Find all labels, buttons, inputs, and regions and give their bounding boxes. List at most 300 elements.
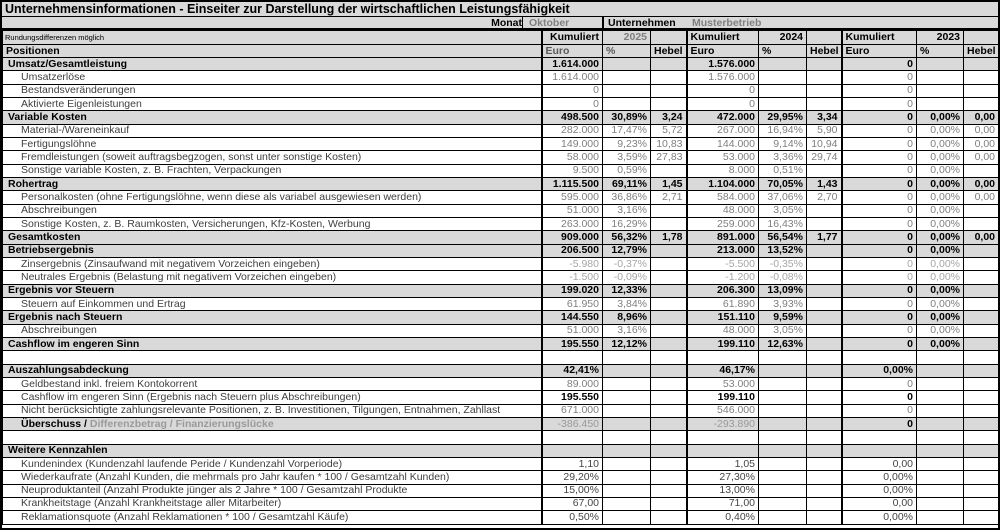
- cell-hebel2[interactable]: [807, 417, 842, 430]
- cell-hebel1[interactable]: [651, 217, 687, 230]
- row-label-cell[interactable]: Weitere Kennzahlen: [3, 444, 542, 457]
- monat-value-cell[interactable]: Oktober: [522, 17, 602, 28]
- cell-hebel2[interactable]: [807, 97, 842, 110]
- cell-euro2[interactable]: 8.000: [687, 164, 759, 177]
- cell-euro3[interactable]: 0,00: [842, 457, 917, 470]
- cell-pct3[interactable]: 0,00%: [917, 217, 964, 230]
- row-label-cell[interactable]: Gesamtkosten: [3, 231, 542, 244]
- cell-pct1[interactable]: 3,59%: [603, 151, 651, 164]
- cell-euro3[interactable]: 0: [842, 311, 917, 324]
- cell-hebel3[interactable]: [964, 351, 999, 364]
- cell-hebel2[interactable]: 1,77: [807, 231, 842, 244]
- cell-pct2[interactable]: [759, 404, 807, 417]
- cell-hebel3[interactable]: [964, 71, 999, 84]
- cell-hebel2[interactable]: [807, 271, 842, 284]
- cell-hebel1[interactable]: [651, 97, 687, 110]
- cell-pct1[interactable]: [603, 471, 651, 484]
- cell-euro1[interactable]: 29,20%: [542, 471, 603, 484]
- cell-pct2[interactable]: 12,63%: [759, 337, 807, 350]
- cell-hebel3[interactable]: [964, 204, 999, 217]
- cell-hebel1[interactable]: [651, 417, 687, 430]
- cell-euro3[interactable]: 0: [842, 97, 917, 110]
- cell-hebel2[interactable]: [807, 257, 842, 270]
- cell-euro1[interactable]: 149.000: [542, 137, 603, 150]
- cell-pct3[interactable]: 0,00%: [917, 297, 964, 310]
- cell-pct3[interactable]: 0,00%: [917, 284, 964, 297]
- cell-hebel2[interactable]: 1,43: [807, 177, 842, 190]
- cell-pct2[interactable]: [759, 97, 807, 110]
- row-label-cell[interactable]: Geldbestand inkl. freiem Kontokorrent: [3, 377, 542, 390]
- cell-hebel3[interactable]: [964, 457, 999, 470]
- cell-pct3[interactable]: 0,00%: [917, 311, 964, 324]
- cell-hebel3[interactable]: [964, 164, 999, 177]
- cell-euro1[interactable]: 199.020: [542, 284, 603, 297]
- cell-pct3[interactable]: [917, 457, 964, 470]
- cell-hebel1[interactable]: [651, 444, 687, 457]
- row-label-cell[interactable]: Krankheitstage (Anzahl Krankheitstage aller Mitarbeiter): [3, 497, 542, 510]
- cell-euro3[interactable]: 0: [842, 217, 917, 230]
- cell-pct3[interactable]: [917, 471, 964, 484]
- cell-euro2[interactable]: 61.890: [687, 297, 759, 310]
- cell-hebel1[interactable]: [651, 257, 687, 270]
- cell-euro3[interactable]: 0: [842, 324, 917, 337]
- cell-hebel1[interactable]: [651, 311, 687, 324]
- cell-hebel1[interactable]: 3,24: [651, 111, 687, 124]
- row-label-cell[interactable]: Personalkosten (ohne Fertigungslöhne, wenn diese als variabel ausgewiesen werden): [3, 191, 542, 204]
- cell-pct2[interactable]: [759, 377, 807, 390]
- cell-pct1[interactable]: [603, 84, 651, 97]
- cell-pct2[interactable]: [759, 431, 807, 444]
- cell-hebel2[interactable]: [807, 471, 842, 484]
- cell-hebel2[interactable]: [807, 391, 842, 404]
- cell-euro2[interactable]: 0,40%: [687, 511, 759, 525]
- cell-pct1[interactable]: [603, 71, 651, 84]
- cell-hebel2[interactable]: [807, 164, 842, 177]
- cell-euro1[interactable]: 51.000: [542, 324, 603, 337]
- cell-hebel1[interactable]: [651, 58, 687, 71]
- cell-pct1[interactable]: 69,11%: [603, 177, 651, 190]
- row-label-cell[interactable]: Material-/Wareneinkauf: [3, 124, 542, 137]
- cell-pct3[interactable]: [917, 364, 964, 377]
- cell-pct2[interactable]: [759, 391, 807, 404]
- cell-pct2[interactable]: [759, 417, 807, 430]
- cell-pct2[interactable]: 13,52%: [759, 244, 807, 257]
- cell-euro3[interactable]: 0: [842, 284, 917, 297]
- cell-pct1[interactable]: 0,59%: [603, 164, 651, 177]
- cell-euro1[interactable]: 263.000: [542, 217, 603, 230]
- cell-hebel1[interactable]: 27,83: [651, 151, 687, 164]
- row-label-cell[interactable]: Ergebnis vor Steuern: [3, 284, 542, 297]
- cell-pct1[interactable]: -0,37%: [603, 257, 651, 270]
- cell-pct3[interactable]: 0,00%: [917, 164, 964, 177]
- cell-hebel3[interactable]: [964, 271, 999, 284]
- cell-hebel1[interactable]: [651, 164, 687, 177]
- cell-euro1[interactable]: 9.500: [542, 164, 603, 177]
- cell-pct2[interactable]: 3,36%: [759, 151, 807, 164]
- cell-hebel1[interactable]: [651, 84, 687, 97]
- cell-hebel3[interactable]: 0,00: [964, 177, 999, 190]
- cell-pct1[interactable]: [603, 497, 651, 510]
- cell-euro2[interactable]: 206.300: [687, 284, 759, 297]
- cell-pct2[interactable]: 9,14%: [759, 137, 807, 150]
- row-label-cell[interactable]: Kundenindex (Kundenzahl laufende Peride / Kundenzahl Vorperiode): [3, 457, 542, 470]
- cell-hebel3[interactable]: 0,00: [964, 191, 999, 204]
- cell-pct2[interactable]: [759, 364, 807, 377]
- cell-euro2[interactable]: [687, 444, 759, 457]
- cell-euro2[interactable]: 53.000: [687, 377, 759, 390]
- cell-euro3[interactable]: 0,00%: [842, 484, 917, 497]
- cell-hebel3[interactable]: [964, 417, 999, 430]
- cell-euro1[interactable]: [542, 351, 603, 364]
- cell-pct3[interactable]: [917, 484, 964, 497]
- cell-pct1[interactable]: 9,23%: [603, 137, 651, 150]
- cell-pct3[interactable]: [917, 417, 964, 430]
- cell-hebel1[interactable]: [651, 484, 687, 497]
- row-label-cell[interactable]: Abschreibungen: [3, 204, 542, 217]
- cell-hebel3[interactable]: 0,00: [964, 111, 999, 124]
- cell-euro2[interactable]: 584.000: [687, 191, 759, 204]
- cell-euro3[interactable]: 0: [842, 417, 917, 430]
- cell-pct1[interactable]: 3,84%: [603, 297, 651, 310]
- row-label-cell[interactable]: Reklamationsquote (Anzahl Reklamationen * 100 / Gesamtzahl Käufe): [3, 511, 542, 525]
- cell-hebel3[interactable]: [964, 324, 999, 337]
- cell-hebel3[interactable]: [964, 364, 999, 377]
- cell-pct2[interactable]: [759, 457, 807, 470]
- cell-pct2[interactable]: 3,05%: [759, 324, 807, 337]
- cell-hebel3[interactable]: 0,00: [964, 231, 999, 244]
- cell-hebel2[interactable]: 5,90: [807, 124, 842, 137]
- row-label-cell[interactable]: Steuern auf Einkommen und Ertrag: [3, 297, 542, 310]
- cell-euro3[interactable]: 0: [842, 297, 917, 310]
- cell-euro2[interactable]: 1.576.000: [687, 58, 759, 71]
- cell-hebel2[interactable]: [807, 217, 842, 230]
- cell-euro2[interactable]: 46,17%: [687, 364, 759, 377]
- cell-euro3[interactable]: 0: [842, 404, 917, 417]
- cell-euro3[interactable]: 0: [842, 377, 917, 390]
- cell-euro1[interactable]: [542, 444, 603, 457]
- cell-pct1[interactable]: 12,12%: [603, 337, 651, 350]
- cell-pct3[interactable]: [917, 377, 964, 390]
- cell-pct2[interactable]: [759, 484, 807, 497]
- cell-euro3[interactable]: 0,00%: [842, 511, 917, 525]
- cell-pct1[interactable]: -0,09%: [603, 271, 651, 284]
- cell-euro1[interactable]: 1.614.000: [542, 71, 603, 84]
- cell-hebel3[interactable]: [964, 217, 999, 230]
- row-label-cell[interactable]: Fertigungslöhne: [3, 137, 542, 150]
- row-label-cell[interactable]: Umsatz/Gesamtleistung: [3, 58, 542, 71]
- cell-euro3[interactable]: 0: [842, 111, 917, 124]
- row-label-cell[interactable]: Fremdleistungen (soweit auftragsbegzogen, sonst unter sonstige Kosten): [3, 151, 542, 164]
- cell-pct2[interactable]: 3,05%: [759, 204, 807, 217]
- cell-pct2[interactable]: 70,05%: [759, 177, 807, 190]
- row-label-cell[interactable]: Abschreibungen: [3, 324, 542, 337]
- cell-hebel3[interactable]: 0,00: [964, 124, 999, 137]
- cell-euro2[interactable]: 71,00: [687, 497, 759, 510]
- cell-pct2[interactable]: 3,93%: [759, 297, 807, 310]
- cell-euro2[interactable]: [687, 431, 759, 444]
- cell-hebel3[interactable]: [964, 404, 999, 417]
- cell-pct3[interactable]: [917, 404, 964, 417]
- row-label-cell[interactable]: Cashflow im engeren Sinn: [3, 337, 542, 350]
- cell-euro2[interactable]: 53.000: [687, 151, 759, 164]
- cell-pct1[interactable]: 8,96%: [603, 311, 651, 324]
- cell-pct3[interactable]: [917, 444, 964, 457]
- row-label-cell[interactable]: Auszahlungsabdeckung: [3, 364, 542, 377]
- cell-pct1[interactable]: [603, 404, 651, 417]
- cell-hebel2[interactable]: [807, 204, 842, 217]
- cell-euro2[interactable]: 151.110: [687, 311, 759, 324]
- cell-hebel3[interactable]: [964, 257, 999, 270]
- cell-pct2[interactable]: [759, 58, 807, 71]
- cell-hebel1[interactable]: [651, 471, 687, 484]
- cell-pct1[interactable]: 36,86%: [603, 191, 651, 204]
- cell-hebel1[interactable]: [651, 497, 687, 510]
- row-label-cell[interactable]: Sonstige variable Kosten, z. B. Frachten, Verpackungen: [3, 164, 542, 177]
- cell-hebel2[interactable]: [807, 58, 842, 71]
- cell-pct1[interactable]: 3,16%: [603, 324, 651, 337]
- cell-pct1[interactable]: [603, 97, 651, 110]
- row-label-cell[interactable]: Wiederkaufrate (Anzahl Kunden, die mehrmals pro Jahr kaufen * 100 / Gesamtzahl Kunden): [3, 471, 542, 484]
- cell-euro3[interactable]: [842, 444, 917, 457]
- cell-hebel2[interactable]: 3,34: [807, 111, 842, 124]
- cell-hebel1[interactable]: 10,83: [651, 137, 687, 150]
- cell-euro1[interactable]: 0: [542, 84, 603, 97]
- cell-pct3[interactable]: [917, 84, 964, 97]
- cell-euro3[interactable]: 0: [842, 271, 917, 284]
- row-label-cell[interactable]: Neuproduktanteil (Anzahl Produkte jünger als 2 Jahre * 100 / Gesamtzahl Produkte: [3, 484, 542, 497]
- cell-pct3[interactable]: 0,00%: [917, 137, 964, 150]
- cell-pct2[interactable]: 29,95%: [759, 111, 807, 124]
- cell-hebel1[interactable]: [651, 284, 687, 297]
- cell-hebel1[interactable]: [651, 404, 687, 417]
- cell-euro2[interactable]: 1.104.000: [687, 177, 759, 190]
- cell-pct3[interactable]: 0,00%: [917, 244, 964, 257]
- cell-euro2[interactable]: 1.576.000: [687, 71, 759, 84]
- cell-euro2[interactable]: 1,05: [687, 457, 759, 470]
- cell-hebel3[interactable]: [964, 84, 999, 97]
- cell-pct1[interactable]: [603, 377, 651, 390]
- cell-euro3[interactable]: 0: [842, 191, 917, 204]
- cell-euro3[interactable]: 0: [842, 391, 917, 404]
- cell-euro2[interactable]: 199.110: [687, 337, 759, 350]
- cell-hebel3[interactable]: [964, 337, 999, 350]
- cell-euro1[interactable]: 1.115.500: [542, 177, 603, 190]
- cell-pct2[interactable]: -0,08%: [759, 271, 807, 284]
- cell-pct1[interactable]: [603, 351, 651, 364]
- cell-pct3[interactable]: 0,00%: [917, 204, 964, 217]
- cell-hebel2[interactable]: [807, 457, 842, 470]
- cell-pct3[interactable]: [917, 391, 964, 404]
- cell-hebel2[interactable]: [807, 311, 842, 324]
- cell-pct2[interactable]: -0,35%: [759, 257, 807, 270]
- cell-hebel1[interactable]: [651, 324, 687, 337]
- cell-euro3[interactable]: 0: [842, 204, 917, 217]
- cell-euro3[interactable]: 0: [842, 58, 917, 71]
- row-label-cell[interactable]: [3, 417, 542, 430]
- cell-euro1[interactable]: 61.950: [542, 297, 603, 310]
- cell-hebel2[interactable]: [807, 71, 842, 84]
- cell-hebel3[interactable]: [964, 484, 999, 497]
- cell-pct1[interactable]: 17,47%: [603, 124, 651, 137]
- cell-euro2[interactable]: 0: [687, 84, 759, 97]
- cell-euro1[interactable]: 0,50%: [542, 511, 603, 525]
- cell-pct1[interactable]: [603, 484, 651, 497]
- cell-euro1[interactable]: -386.450: [542, 417, 603, 430]
- row-label-cell[interactable]: Zinsergebnis (Zinsaufwand mit negativem Vorzeichen eingeben): [3, 257, 542, 270]
- cell-pct2[interactable]: 16,94%: [759, 124, 807, 137]
- cell-hebel3[interactable]: 0,00: [964, 151, 999, 164]
- cell-pct1[interactable]: [603, 58, 651, 71]
- cell-pct3[interactable]: [917, 58, 964, 71]
- cell-euro3[interactable]: 0: [842, 244, 917, 257]
- cell-hebel2[interactable]: 29,74: [807, 151, 842, 164]
- cell-euro1[interactable]: 595.000: [542, 191, 603, 204]
- cell-hebel3[interactable]: [964, 377, 999, 390]
- row-label-cell[interactable]: [3, 351, 542, 364]
- cell-euro1[interactable]: 58.000: [542, 151, 603, 164]
- cell-hebel1[interactable]: [651, 364, 687, 377]
- cell-pct2[interactable]: [759, 351, 807, 364]
- cell-euro3[interactable]: 0: [842, 337, 917, 350]
- cell-euro2[interactable]: -293.890: [687, 417, 759, 430]
- cell-pct3[interactable]: 0,00%: [917, 191, 964, 204]
- cell-pct3[interactable]: 0,00%: [917, 257, 964, 270]
- cell-pct1[interactable]: [603, 431, 651, 444]
- cell-pct1[interactable]: 3,16%: [603, 204, 651, 217]
- cell-euro2[interactable]: 0: [687, 97, 759, 110]
- row-label-cell[interactable]: Neutrales Ergebnis (Belastung mit negativem Vorzeichen eingeben): [3, 271, 542, 284]
- cell-hebel1[interactable]: [651, 391, 687, 404]
- cell-pct1[interactable]: 30,89%: [603, 111, 651, 124]
- cell-pct1[interactable]: 16,29%: [603, 217, 651, 230]
- cell-hebel1[interactable]: [651, 297, 687, 310]
- row-label-cell[interactable]: Nicht berücksichtigte zahlungsrelevante Positionen, z. B. Investitionen, Tilgungen, Entnahmen, Zahllast: [3, 404, 542, 417]
- cell-hebel3[interactable]: [964, 58, 999, 71]
- cell-hebel2[interactable]: [807, 337, 842, 350]
- cell-pct2[interactable]: [759, 497, 807, 510]
- cell-euro2[interactable]: 213.000: [687, 244, 759, 257]
- cell-euro2[interactable]: [687, 351, 759, 364]
- cell-euro1[interactable]: 671.000: [542, 404, 603, 417]
- cell-hebel2[interactable]: [807, 377, 842, 390]
- cell-euro1[interactable]: 67,00: [542, 497, 603, 510]
- cell-pct2[interactable]: 56,54%: [759, 231, 807, 244]
- cell-euro1[interactable]: 15,00%: [542, 484, 603, 497]
- cell-euro3[interactable]: 0: [842, 231, 917, 244]
- cell-hebel1[interactable]: 2,71: [651, 191, 687, 204]
- cell-euro1[interactable]: 1.614.000: [542, 58, 603, 71]
- cell-hebel3[interactable]: [964, 497, 999, 510]
- cell-pct1[interactable]: 56,32%: [603, 231, 651, 244]
- cell-hebel1[interactable]: [651, 244, 687, 257]
- cell-pct2[interactable]: [759, 471, 807, 484]
- cell-euro3[interactable]: [842, 351, 917, 364]
- cell-euro3[interactable]: 0: [842, 71, 917, 84]
- cell-hebel1[interactable]: 1,45: [651, 177, 687, 190]
- cell-hebel2[interactable]: [807, 404, 842, 417]
- cell-hebel1[interactable]: [651, 377, 687, 390]
- cell-hebel1[interactable]: [651, 351, 687, 364]
- cell-euro1[interactable]: 195.550: [542, 391, 603, 404]
- cell-euro2[interactable]: 48.000: [687, 324, 759, 337]
- cell-euro2[interactable]: 144.000: [687, 137, 759, 150]
- row-label-cell[interactable]: Variable Kosten: [3, 111, 542, 124]
- cell-euro2[interactable]: 13,00%: [687, 484, 759, 497]
- cell-euro2[interactable]: 267.000: [687, 124, 759, 137]
- cell-euro1[interactable]: 206.500: [542, 244, 603, 257]
- cell-euro2[interactable]: 199.110: [687, 391, 759, 404]
- row-label-cell[interactable]: Ergebnis nach Steuern: [3, 311, 542, 324]
- cell-euro1[interactable]: -1.500: [542, 271, 603, 284]
- cell-hebel2[interactable]: [807, 84, 842, 97]
- cell-euro1[interactable]: 89.000: [542, 377, 603, 390]
- cell-euro2[interactable]: -1.200: [687, 271, 759, 284]
- cell-euro3[interactable]: 0: [842, 177, 917, 190]
- cell-euro3[interactable]: 0: [842, 124, 917, 137]
- cell-pct2[interactable]: [759, 71, 807, 84]
- cell-euro1[interactable]: 909.000: [542, 231, 603, 244]
- cell-pct2[interactable]: [759, 84, 807, 97]
- cell-euro1[interactable]: [542, 431, 603, 444]
- cell-euro2[interactable]: -5.500: [687, 257, 759, 270]
- cell-euro1[interactable]: 51.000: [542, 204, 603, 217]
- cell-euro1[interactable]: -5.980: [542, 257, 603, 270]
- row-label-cell[interactable]: Betriebsergebnis: [3, 244, 542, 257]
- row-label-cell[interactable]: Bestandsveränderungen: [3, 84, 542, 97]
- cell-euro3[interactable]: [842, 431, 917, 444]
- cell-hebel1[interactable]: [651, 271, 687, 284]
- cell-hebel2[interactable]: [807, 497, 842, 510]
- cell-euro3[interactable]: 0: [842, 257, 917, 270]
- cell-pct3[interactable]: [917, 71, 964, 84]
- cell-euro3[interactable]: 0,00: [842, 497, 917, 510]
- cell-pct3[interactable]: [917, 511, 964, 525]
- cell-hebel2[interactable]: [807, 324, 842, 337]
- cell-hebel2[interactable]: [807, 444, 842, 457]
- cell-hebel1[interactable]: [651, 431, 687, 444]
- cell-euro2[interactable]: 259.000: [687, 217, 759, 230]
- cell-hebel3[interactable]: [964, 391, 999, 404]
- cell-hebel2[interactable]: [807, 351, 842, 364]
- cell-pct2[interactable]: 16,43%: [759, 217, 807, 230]
- cell-euro1[interactable]: 195.550: [542, 337, 603, 350]
- cell-pct2[interactable]: 37,06%: [759, 191, 807, 204]
- cell-hebel2[interactable]: [807, 484, 842, 497]
- cell-euro2[interactable]: 472.000: [687, 111, 759, 124]
- cell-euro1[interactable]: 498.500: [542, 111, 603, 124]
- cell-pct1[interactable]: [603, 511, 651, 525]
- cell-pct3[interactable]: 0,00%: [917, 151, 964, 164]
- row-label-cell[interactable]: Cashflow im engeren Sinn (Ergebnis nach Steuern plus Abschreibungen): [3, 391, 542, 404]
- cell-hebel2[interactable]: [807, 284, 842, 297]
- cell-pct1[interactable]: [603, 444, 651, 457]
- cell-hebel1[interactable]: [651, 204, 687, 217]
- cell-hebel2[interactable]: [807, 364, 842, 377]
- cell-pct1[interactable]: [603, 457, 651, 470]
- cell-hebel1[interactable]: 1,78: [651, 231, 687, 244]
- cell-pct1[interactable]: [603, 391, 651, 404]
- cell-pct2[interactable]: 13,09%: [759, 284, 807, 297]
- cell-pct3[interactable]: [917, 497, 964, 510]
- cell-euro1[interactable]: 42,41%: [542, 364, 603, 377]
- cell-hebel2[interactable]: [807, 244, 842, 257]
- cell-pct3[interactable]: [917, 431, 964, 444]
- cell-pct3[interactable]: 0,00%: [917, 324, 964, 337]
- cell-pct2[interactable]: [759, 444, 807, 457]
- cell-pct3[interactable]: 0,00%: [917, 337, 964, 350]
- cell-pct3[interactable]: [917, 97, 964, 110]
- cell-hebel3[interactable]: [964, 444, 999, 457]
